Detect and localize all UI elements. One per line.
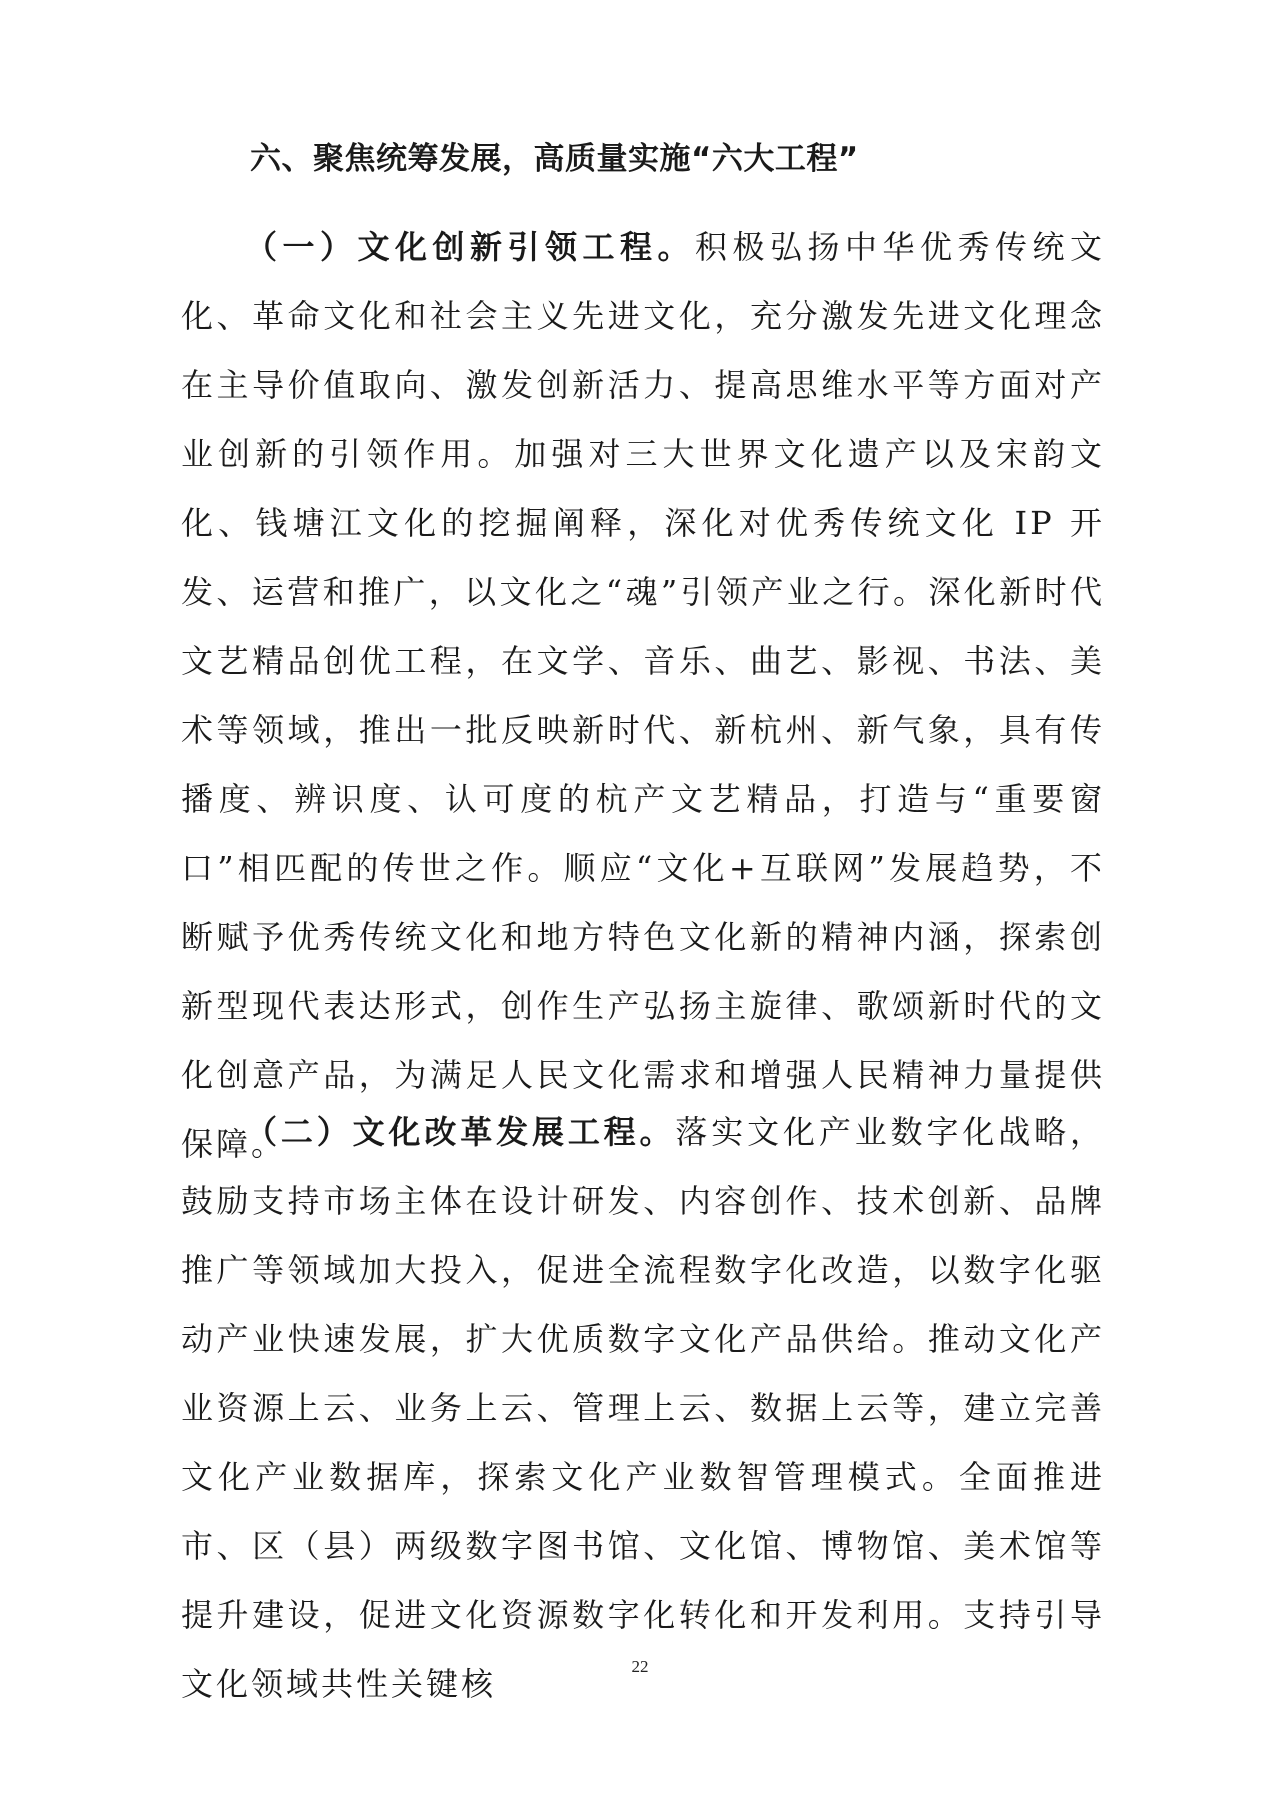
section-heading: 六、聚焦统筹发展，高质量实施“六大工程” xyxy=(250,141,859,177)
paragraph-1-lead: （一）文化创新引领工程。 xyxy=(245,228,695,266)
paragraph-1-text: 积极弘扬中华优秀传统文化、革命文化和社会主义先进文化，充分激发先进文化理念在主导价值取向、激发创新活力、提高思维水平等方面对产业创新的引领作用。加强对三大世界文化遗产以及宋韵文化、钱塘江文化的挖掘阐释，深化对优秀传统文化 IP 开发、运营和推广，以文化之“魂”引领产业之行。深化新时代文艺精品创优工程，在文学、音乐、曲艺、影视、书法、美术等领域，推出一批反映新时代、新杭州、新气象，具有传播度、辨识度、认可度的杭产文艺精品，打造与“重要窗口”相匹配的传世之作。顺应“文化+互联网”发展趋势，不断赋予优秀传统文化和地方特色文化新的精神内涵，探索创新型现代表达形式，创作生产弘扬主旋律、歌颂新时代的文化创意产品，为满足人民文化需求和增强人民精神力量提供保障。 xyxy=(181,228,1105,1163)
paragraph-2-lead: （二）文化改革发展工程。 xyxy=(245,1113,676,1151)
page-number: 22 xyxy=(631,1657,649,1676)
paragraph-1 xyxy=(181,213,1105,1179)
paragraph-2 xyxy=(181,1098,1105,1719)
paragraph-2-text: 落实文化产业数字化战略，鼓励支持市场主体在设计研发、内容创作、技术创新、品牌推广等领域加大投入，促进全流程数字化改造，以数字化驱动产业快速发展，扩大优质数字文化产品供给。推动文化产业资源上云、业务上云、管理上云、数据上云等，建立完善文化产业数据库，探索文化产业数智管理模式。全面推进市、区（县）两级数字图书馆、文化馆、博物馆、美术馆等提升建设，促进文化资源数字化转化和开发利用。支持引导文化领域共性关键核 xyxy=(181,1113,1105,1703)
